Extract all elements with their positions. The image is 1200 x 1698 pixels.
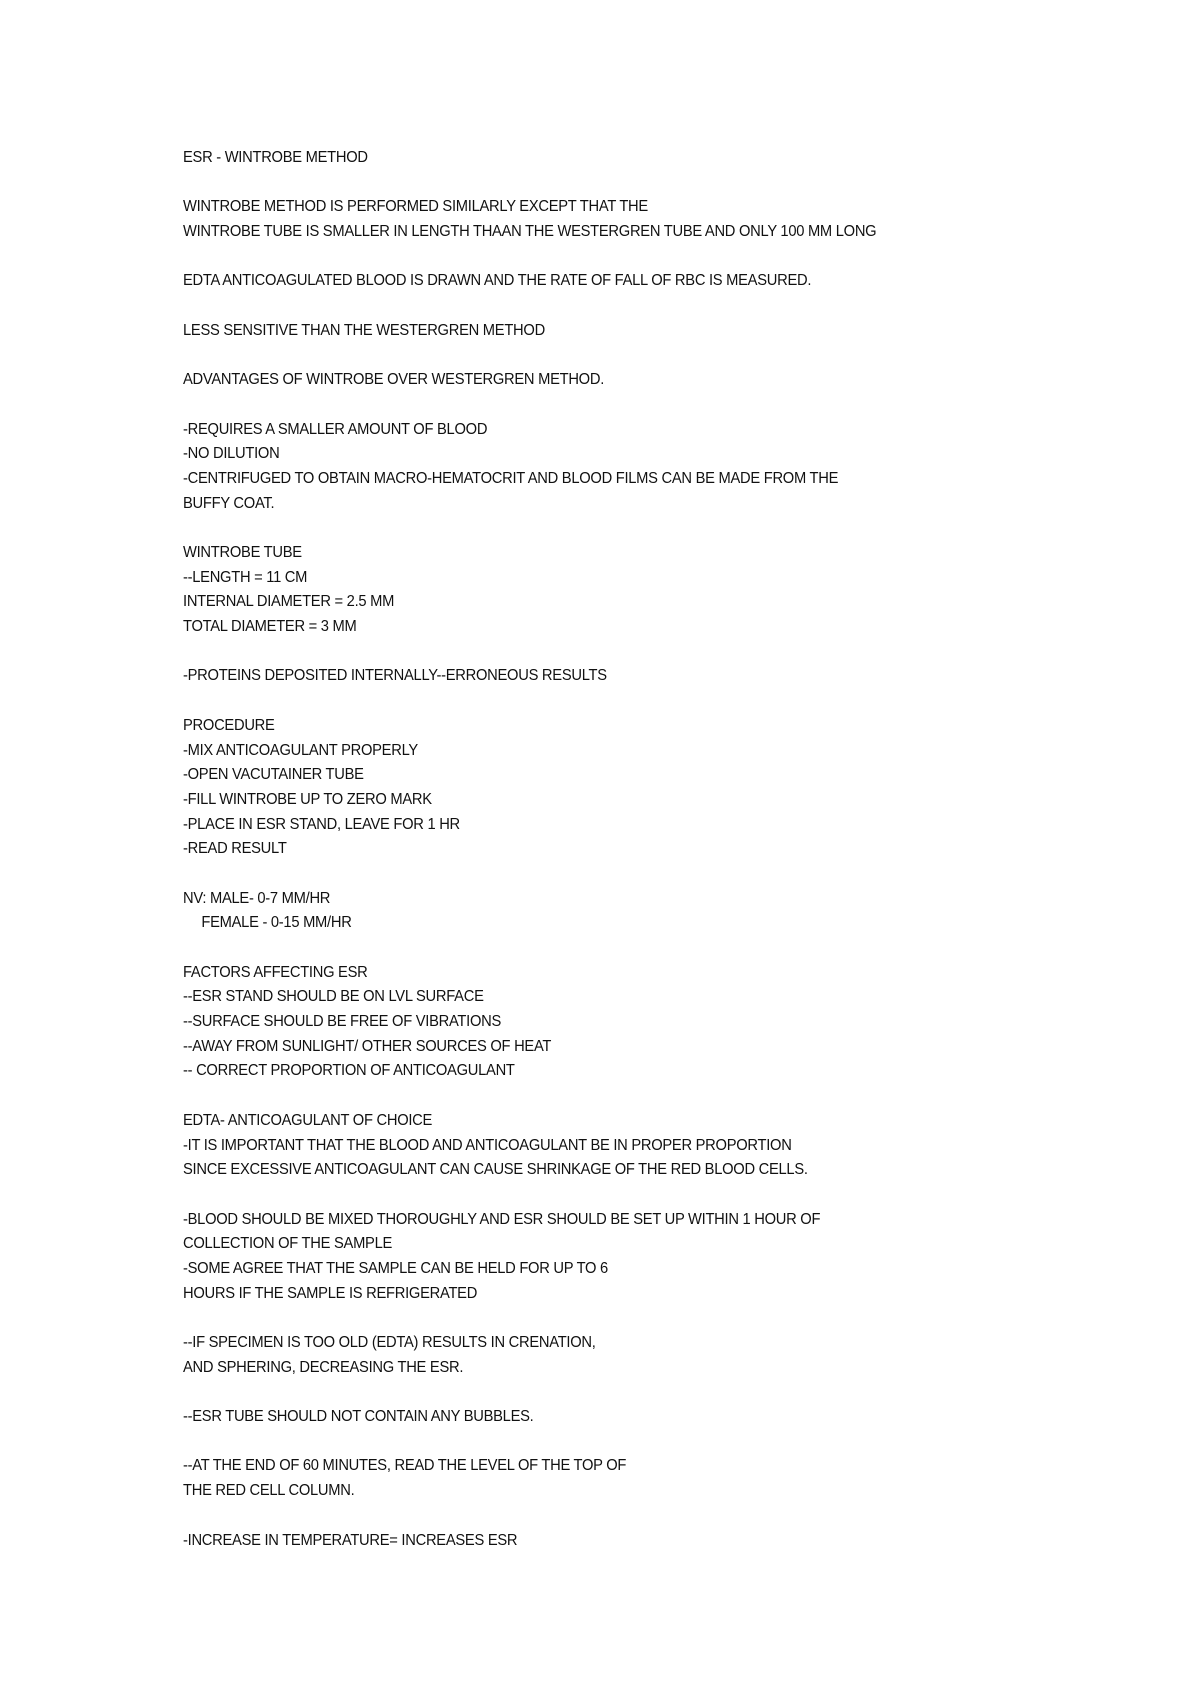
- spacer: [183, 393, 1066, 418]
- factors-item: --ESR STAND SHOULD BE ON LVL SURFACE: [183, 988, 484, 1006]
- procedure-heading: PROCEDURE: [183, 716, 275, 734]
- mixing-line: -BLOOD SHOULD BE MIXED THOROUGHLY AND ESR SHOULD BE SET UP WITHIN 1 HOUR OF: [183, 1210, 821, 1228]
- factors-item: --AWAY FROM SUNLIGHT/ OTHER SOURCES OF HEAT: [183, 1037, 552, 1055]
- page-title: ESR - WINTROBE METHOD: [183, 149, 368, 166]
- procedure-step: -OPEN VACUTAINER TUBE: [183, 766, 364, 784]
- procedure-step: -PLACE IN ESR STAND, LEAVE FOR 1 HR: [183, 815, 460, 833]
- tube-heading: WINTROBE TUBE: [183, 544, 302, 561]
- spacer: [183, 344, 1066, 369]
- document-body: [183, 146, 1066, 1553]
- tube-total-diameter: TOTAL DIAMETER = 3 MM: [183, 618, 357, 636]
- reading-line: --AT THE END OF 60 MINUTES, READ THE LEVEL OF THE TOP OF: [183, 1457, 627, 1475]
- mixing-line: HOURS IF THE SAMPLE IS REFRIGERATED: [183, 1284, 478, 1302]
- spacer: [183, 1504, 1066, 1529]
- edta-choice-heading: EDTA- ANTICOAGULANT OF CHOICE: [183, 1111, 433, 1129]
- tube-length: --LENGTH = 11 CM: [183, 568, 308, 586]
- spacer: [183, 640, 1066, 665]
- reading-line: THE RED CELL COLUMN.: [183, 1482, 355, 1500]
- bubbles-line: --ESR TUBE SHOULD NOT CONTAIN ANY BUBBLES.: [183, 1408, 534, 1426]
- edta-choice-line: -IT IS IMPORTANT THAT THE BLOOD AND ANTICOAGULANT BE IN PROPER PROPORTION: [183, 1136, 792, 1154]
- advantages-item: -CENTRIFUGED TO OBTAIN MACRO-HEMATOCRIT AND BLOOD FILMS CAN BE MADE FROM THE: [183, 469, 839, 487]
- old-specimen-line: AND SPHERING, DECREASING THE ESR.: [183, 1358, 464, 1376]
- temperature-line: -INCREASE IN TEMPERATURE= INCREASES ESR: [183, 1531, 518, 1549]
- proteins-line: -PROTEINS DEPOSITED INTERNALLY--ERRONEOUS RESULTS: [183, 667, 607, 685]
- old-specimen-line: --IF SPECIMEN IS TOO OLD (EDTA) RESULTS IN CRENATION,: [183, 1334, 596, 1351]
- edta-choice-line: SINCE EXCESSIVE ANTICOAGULANT CAN CAUSE SHRINKAGE OF THE RED BLOOD CELLS.: [183, 1161, 808, 1179]
- spacer: [183, 862, 1066, 887]
- spacer: [183, 689, 1066, 714]
- spacer: [183, 171, 1066, 196]
- procedure-step: -MIX ANTICOAGULANT PROPERLY: [183, 741, 418, 759]
- tube-internal-diameter: INTERNAL DIAMETER = 2.5 MM: [183, 593, 395, 611]
- spacer: [183, 1306, 1066, 1331]
- intro-line: WINTROBE METHOD IS PERFORMED SIMILARLY EXCEPT THAT THE: [183, 198, 648, 216]
- spacer: [183, 1380, 1066, 1405]
- normal-value-male: NV: MALE- 0-7 MM/HR: [183, 889, 331, 907]
- factors-item: -- CORRECT PROPORTION OF ANTICOAGULANT: [183, 1062, 515, 1080]
- spacer: [183, 1430, 1066, 1455]
- spacer: [183, 936, 1066, 961]
- advantages-item: -REQUIRES A SMALLER AMOUNT OF BLOOD: [183, 420, 488, 438]
- spacer: [183, 1084, 1066, 1109]
- advantages-heading: ADVANTAGES OF WINTROBE OVER WESTERGREN METHOD.: [183, 371, 605, 389]
- mixing-line: COLLECTION OF THE SAMPLE: [183, 1235, 393, 1253]
- procedure-step: -FILL WINTROBE UP TO ZERO MARK: [183, 790, 432, 808]
- factors-heading: FACTORS AFFECTING ESR: [183, 963, 368, 981]
- procedure-step: -READ RESULT: [183, 840, 287, 858]
- factors-item: --SURFACE SHOULD BE FREE OF VIBRATIONS: [183, 1013, 502, 1031]
- advantages-item: BUFFY COAT.: [183, 494, 275, 512]
- spacer: [183, 516, 1066, 541]
- mixing-line: -SOME AGREE THAT THE SAMPLE CAN BE HELD FOR UP TO 6: [183, 1259, 608, 1277]
- spacer: [183, 245, 1066, 270]
- edta-drawn-line: EDTA ANTICOAGULATED BLOOD IS DRAWN AND THE RATE OF FALL OF RBC IS MEASURED.: [183, 272, 812, 290]
- advantages-item: -NO DILUTION: [183, 445, 280, 463]
- spacer: [183, 1183, 1066, 1208]
- intro-line: WINTROBE TUBE IS SMALLER IN LENGTH THAAN THE WESTERGREN TUBE AND ONLY 100 MM LONG: [183, 223, 877, 241]
- spacer: [183, 294, 1066, 319]
- less-sensitive-line: LESS SENSITIVE THAN THE WESTERGREN METHOD: [183, 321, 545, 339]
- normal-value-female: FEMALE - 0-15 MM/HR: [201, 914, 352, 932]
